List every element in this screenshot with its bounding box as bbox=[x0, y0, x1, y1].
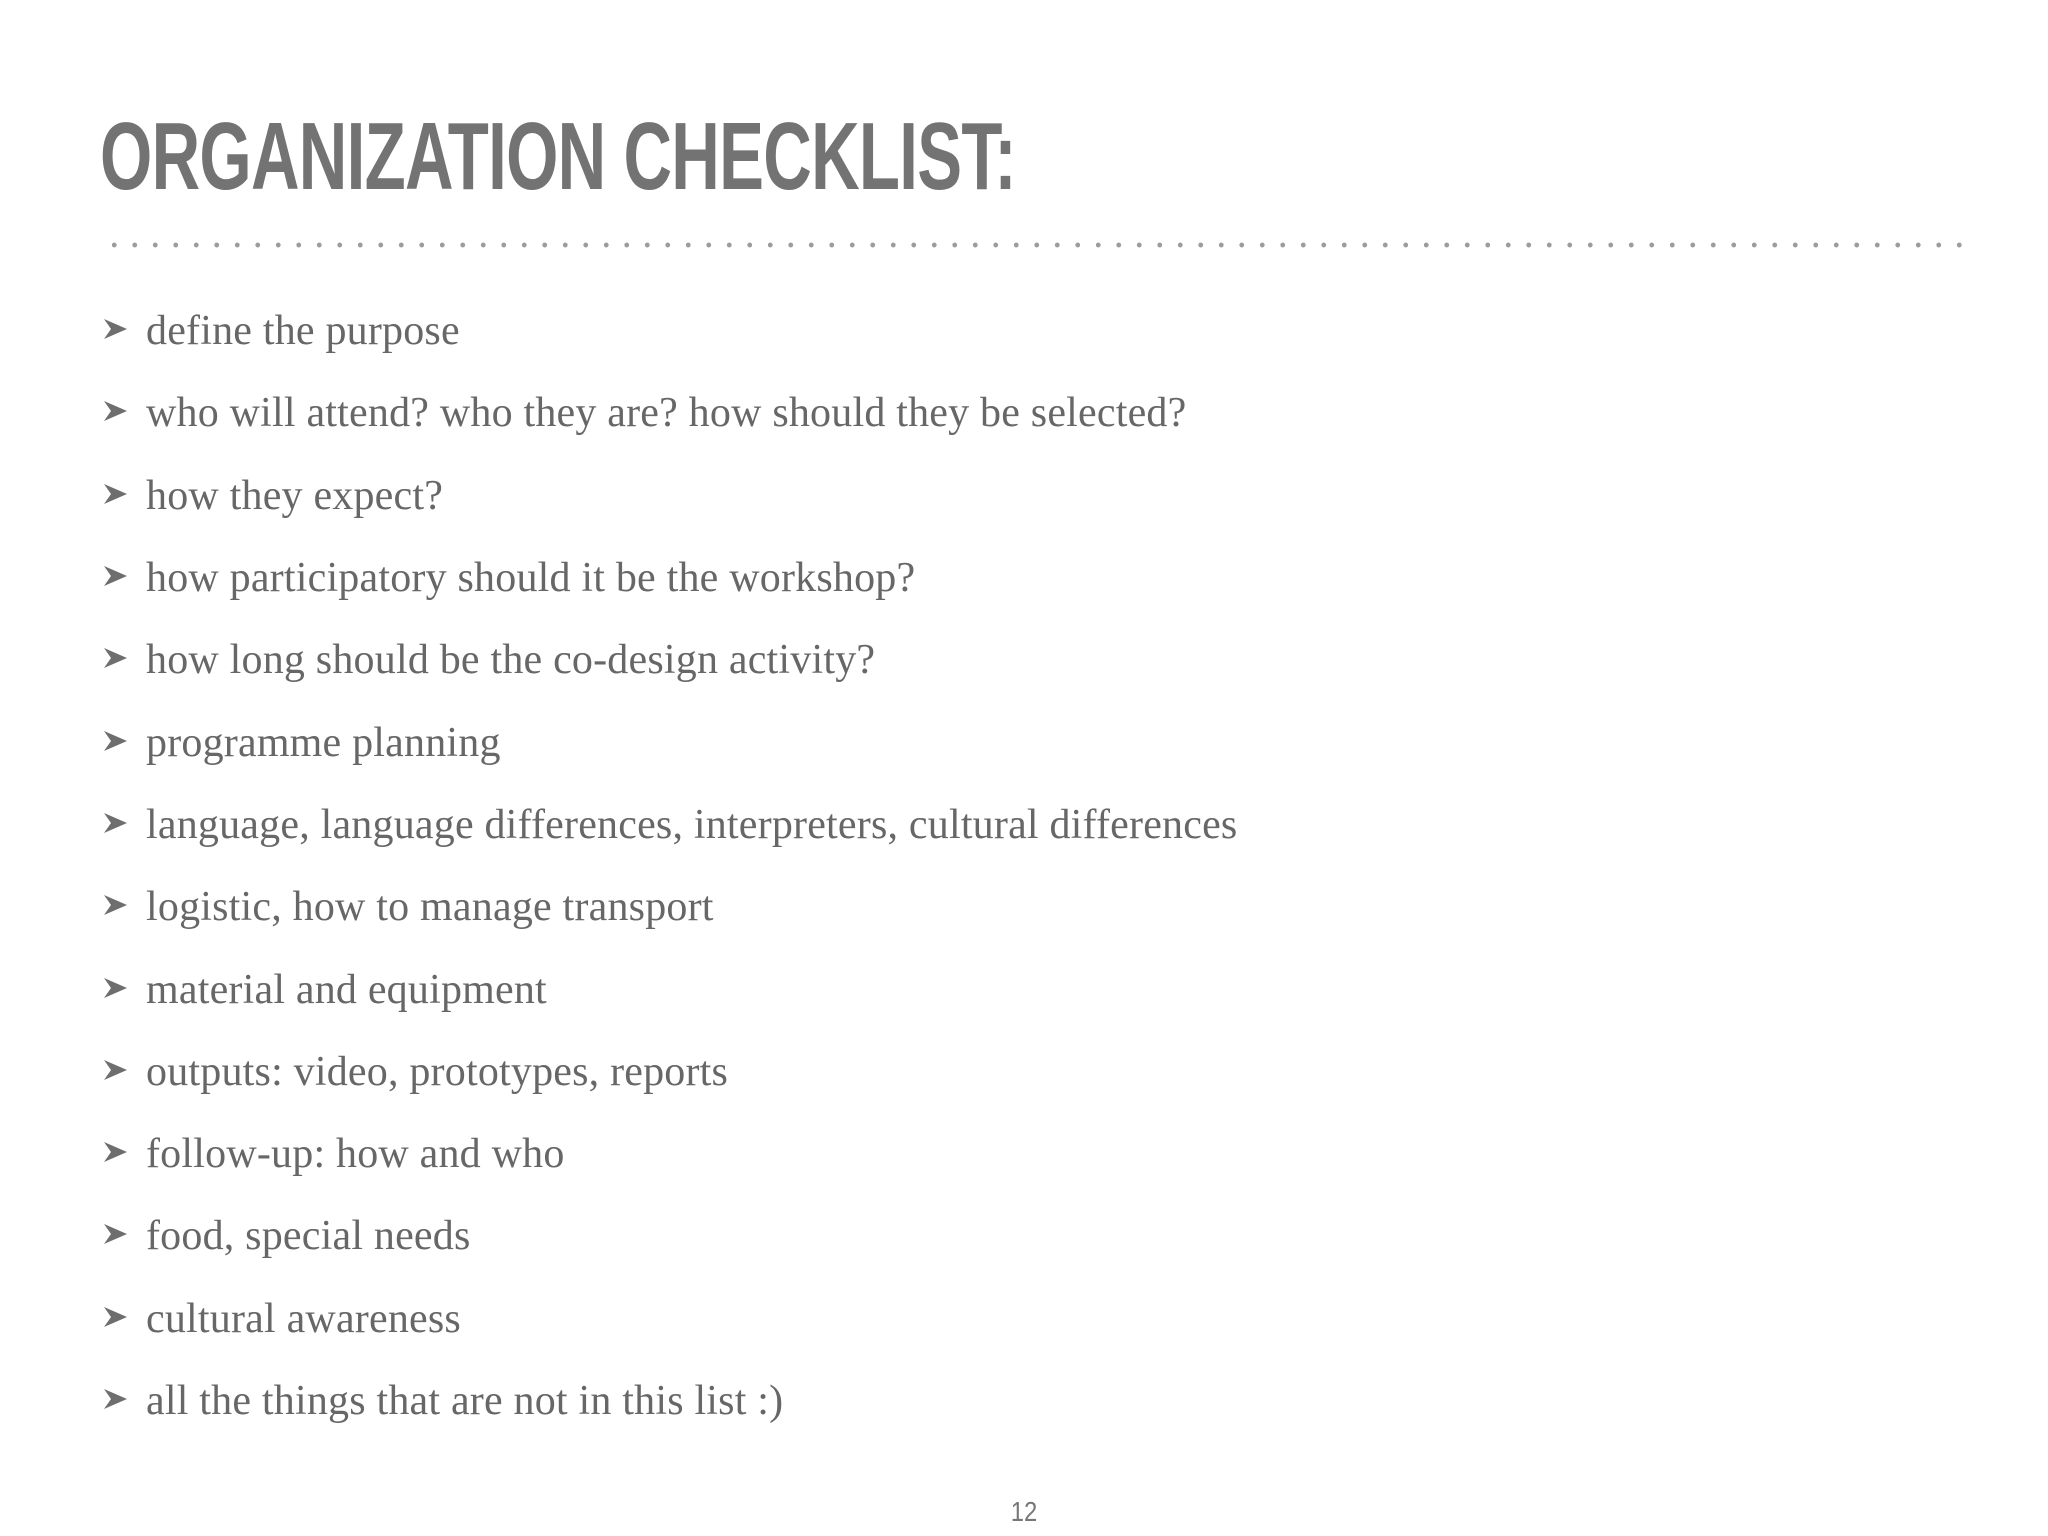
arrowhead-bullet-icon bbox=[100, 479, 146, 509]
list-item bbox=[100, 701, 1237, 783]
list-item bbox=[100, 1360, 1237, 1442]
list-item bbox=[100, 948, 1237, 1030]
list-item-text: define the purpose bbox=[146, 308, 460, 355]
list-item bbox=[100, 372, 1237, 454]
arrowhead-bullet-icon bbox=[100, 1219, 146, 1249]
list-item-text: material and equipment bbox=[146, 966, 547, 1013]
arrowhead-bullet-icon bbox=[100, 561, 146, 591]
arrowhead-bullet-icon bbox=[100, 973, 146, 1003]
list-item-text: cultural awareness bbox=[146, 1295, 461, 1342]
page-number: 12 bbox=[1010, 1496, 1038, 1527]
list-item bbox=[100, 784, 1237, 866]
arrowhead-bullet-icon bbox=[100, 314, 146, 344]
list-item bbox=[100, 1113, 1237, 1195]
arrowhead-bullet-icon bbox=[100, 1055, 146, 1085]
arrowhead-bullet-icon bbox=[100, 1137, 146, 1167]
arrowhead-bullet-icon bbox=[100, 726, 146, 756]
list-item-text: food, special needs bbox=[146, 1213, 471, 1260]
list-item-text: who will attend? who they are? how should they be selected? bbox=[146, 390, 1187, 437]
list-item bbox=[100, 1031, 1237, 1113]
list-item-text: logistic, how to manage transport bbox=[146, 884, 714, 931]
arrowhead-bullet-icon bbox=[100, 1384, 146, 1414]
dotted-divider bbox=[104, 241, 1964, 249]
list-item bbox=[100, 290, 1237, 372]
list-item-text: outputs: video, prototypes, reports bbox=[146, 1048, 729, 1095]
list-item-text: how they expect? bbox=[146, 472, 444, 519]
list-item bbox=[100, 866, 1237, 948]
checklist bbox=[100, 290, 1237, 1442]
list-item-text: how participatory should it be the workshop? bbox=[146, 555, 916, 602]
list-item-text: language, language differences, interpreters, cultural differences bbox=[146, 801, 1238, 848]
arrowhead-bullet-icon bbox=[100, 1302, 146, 1332]
list-item bbox=[100, 1195, 1237, 1277]
list-item bbox=[100, 1278, 1237, 1360]
list-item bbox=[100, 537, 1237, 619]
arrowhead-bullet-icon bbox=[100, 808, 146, 838]
list-item-text: all the things that are not in this list :) bbox=[146, 1378, 784, 1424]
arrowhead-bullet-icon bbox=[100, 643, 146, 673]
list-item-text: how long should be the co-design activity? bbox=[146, 637, 876, 684]
list-item-text: follow-up: how and who bbox=[146, 1131, 565, 1178]
list-item bbox=[100, 455, 1237, 537]
slide-title: ORGANIZATION CHECKLIST: bbox=[100, 103, 1016, 210]
arrowhead-bullet-icon bbox=[100, 396, 146, 426]
list-item-text: programme planning bbox=[146, 719, 501, 766]
arrowhead-bullet-icon bbox=[100, 890, 146, 920]
list-item bbox=[100, 619, 1237, 701]
